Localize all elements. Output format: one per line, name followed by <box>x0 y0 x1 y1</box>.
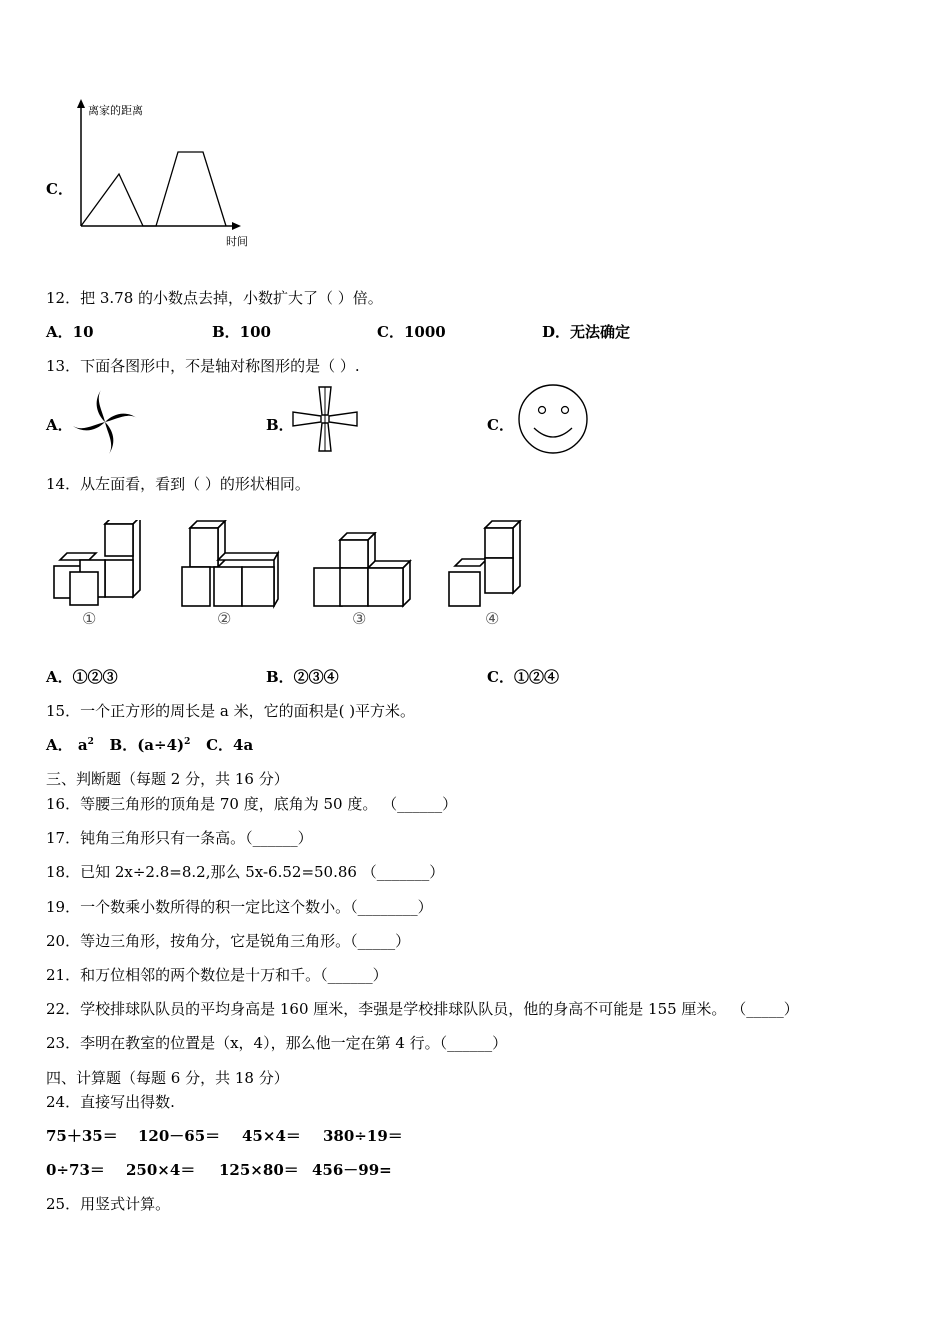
q13-option-a[interactable]: A． <box>46 416 73 434</box>
q24-stem: 24．直接写出得数. <box>46 1093 175 1111</box>
judgement-22: 22．学校排球队队员的平均身高是 160 厘米，李强是学校排球队队员，他的身高不可能是 155 厘米。 （_____） <box>46 1000 799 1018</box>
x-axis-label: 时间 <box>226 235 248 248</box>
q13-stem: 13．下面各图形中，不是轴对称图形的是（ ）. <box>46 357 360 375</box>
calc-item: 380÷19＝ <box>323 1127 403 1145</box>
q15-option-a[interactable]: A． a <box>46 736 88 754</box>
q14-option-c[interactable]: C．①②④ <box>487 668 559 686</box>
judgement-23: 23．李明在教室的位置是（x，4），那么他一定在第 4 行。（______） <box>46 1034 508 1052</box>
judgement-19: 19．一个数乘小数所得的积一定比这个数小。（________） <box>46 898 433 916</box>
cross-star-shape <box>290 384 360 454</box>
distance-time-graph <box>66 96 266 256</box>
calc-item: 250×4＝ <box>126 1161 196 1179</box>
q14-stem: 14．从左面看，看到（ ）的形状相同。 <box>46 475 310 493</box>
figure-label-2: ② <box>217 609 232 628</box>
calc-item: 0÷73＝ <box>46 1161 105 1179</box>
q15-options <box>46 734 253 755</box>
calc-item: 45×4＝ <box>242 1127 301 1145</box>
figure-label-1: ① <box>82 609 97 628</box>
q13-option-c[interactable]: C． <box>487 416 514 434</box>
q12-stem: 12．把 3.78 的小数点去掉，小数扩大了（ ）倍。 <box>46 289 383 307</box>
calc-item: 456－99= <box>312 1161 392 1179</box>
q12-option-c[interactable]: C．1000 <box>377 323 446 341</box>
q14-option-b[interactable]: B．②③④ <box>266 668 339 686</box>
q14-option-a[interactable]: A．①②③ <box>46 668 118 686</box>
pinwheel-shape <box>70 388 140 456</box>
judgement-17: 17．钝角三角形只有一条高。（______） <box>46 829 313 847</box>
calc-item: 125×80＝ <box>219 1161 299 1179</box>
smiley-face-shape <box>512 384 594 454</box>
figure-label-4: ④ <box>485 609 500 628</box>
q15-option-c[interactable]: C．4a <box>206 736 254 754</box>
figure-label-3: ③ <box>352 609 367 628</box>
calc-item: 120－65＝ <box>138 1127 221 1145</box>
q25-stem: 25．用竖式计算。 <box>46 1195 171 1213</box>
q12-option-a[interactable]: A．10 <box>46 323 94 341</box>
y-axis-label: 离家的距离 <box>88 104 143 117</box>
judgement-16: 16．等腰三角形的顶角是 70 度，底角为 50 度。 （______） <box>46 795 458 813</box>
calc-item: 75＋35＝ <box>46 1127 118 1145</box>
judgement-18: 18．已知 2x÷2.8=8.2,那么 5x-6.52=50.86 （_______） <box>46 863 445 881</box>
judgement-20: 20．等边三角形，按角分，它是锐角三角形。（_____） <box>46 932 411 950</box>
q12-option-d[interactable]: D．无法确定 <box>542 323 631 341</box>
q15-option-b[interactable]: B．(a÷4) <box>109 736 185 754</box>
q13-option-b[interactable]: B． <box>266 416 294 434</box>
q11-option-c-label[interactable]: C． <box>46 180 73 198</box>
section-4-heading: 四、计算题（每题 6 分，共 18 分） <box>46 1069 289 1087</box>
q15-option-a-exponent: 2 <box>87 737 94 747</box>
judgement-21: 21．和万位相邻的两个数位是十万和千。（______） <box>46 966 388 984</box>
q15-stem: 15．一个正方形的周长是 a 米，它的面积是( )平方米。 <box>46 702 416 720</box>
q15-option-b-exponent: 2 <box>184 737 191 747</box>
figure-number-labels <box>80 606 550 632</box>
q12-option-b[interactable]: B．100 <box>212 323 271 341</box>
section-3-heading: 三、判断题（每题 2 分，共 16 分） <box>46 770 289 788</box>
